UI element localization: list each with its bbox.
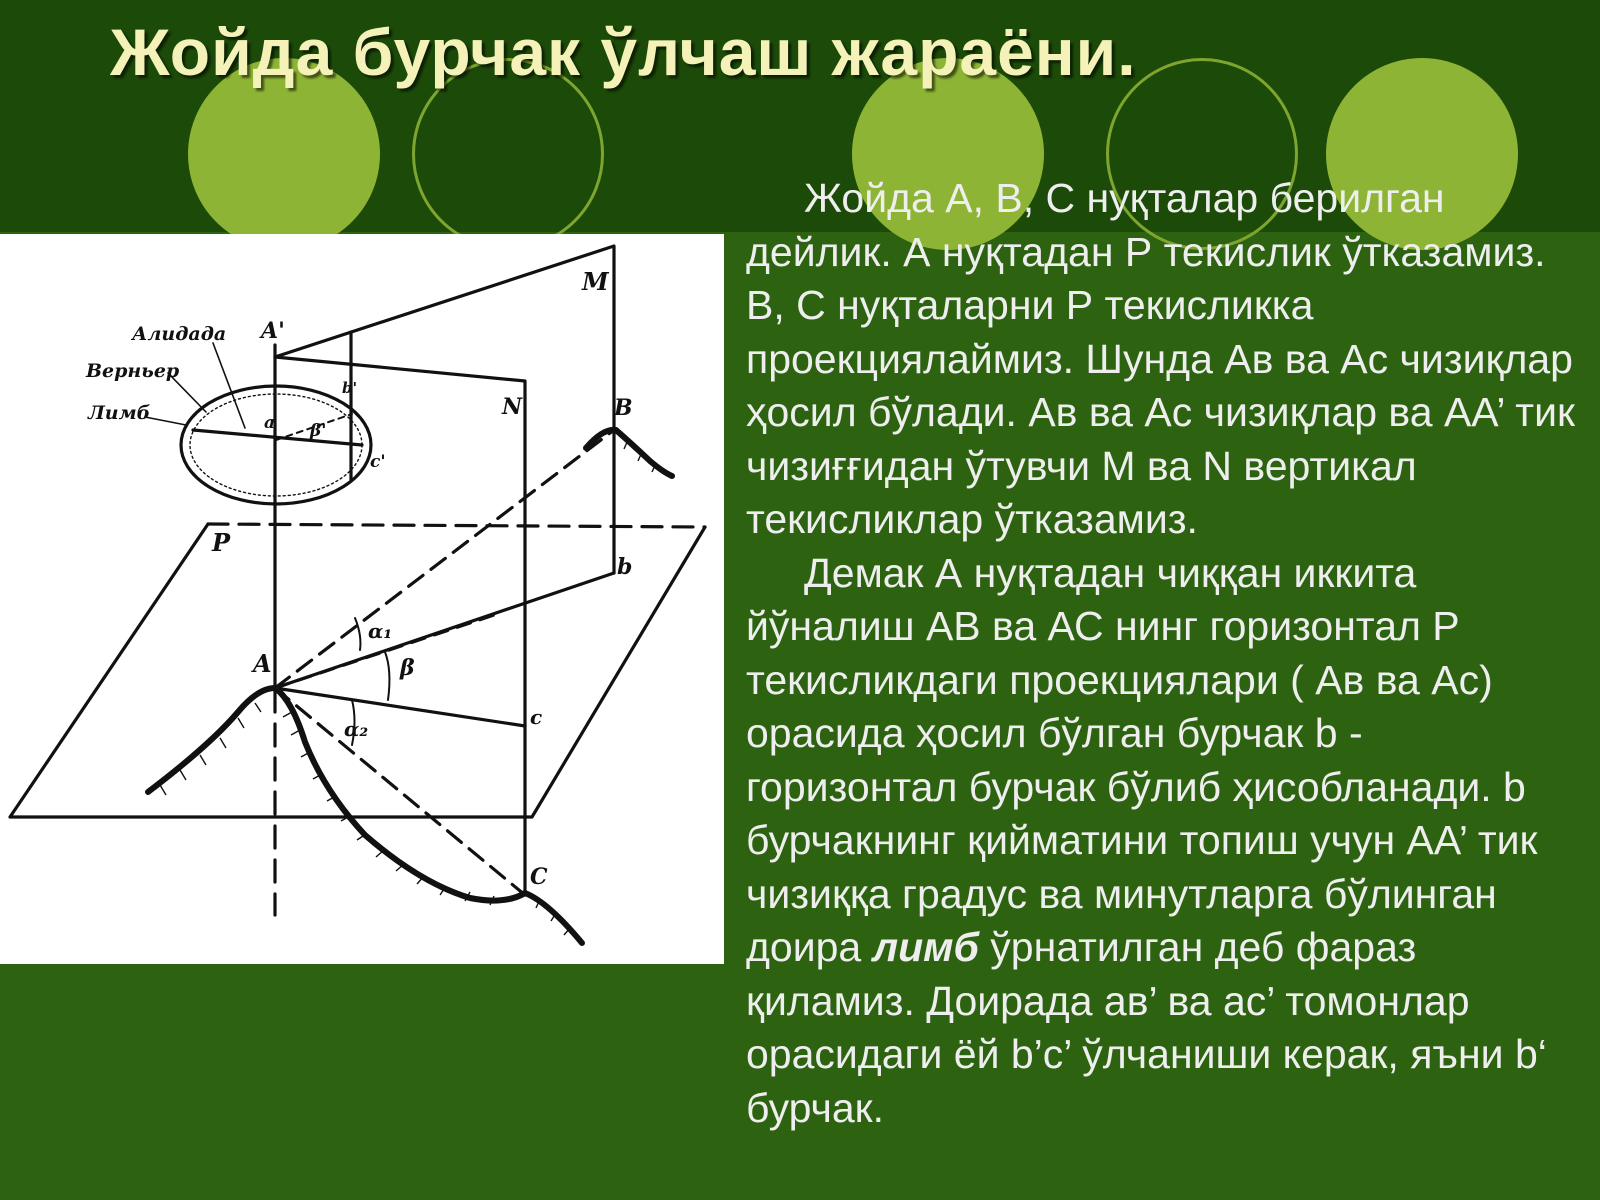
label-alidade: Алидада <box>132 323 227 345</box>
paragraph-2 <box>746 547 1576 1136</box>
terrain-ridge-left <box>148 688 525 901</box>
angle-arc-beta <box>385 652 389 700</box>
label-b-small: b <box>617 554 633 580</box>
label-p: P <box>212 528 231 557</box>
paragraph-1: Жойда А, В, С нуқталар берилган дейлик. А нуқтадан Р текислик ўтказамиз. В, С нуқталарни Р текисликка проекциялаймиз. Шунда Ав ва Ас чизиқлар ҳосил бўлади. Ав ва Ас чизиқлар ва АА’ тик чизиғғидан ўтувчи М ва N вертикал текисликлар ўтказамиз. <box>746 175 1575 542</box>
slide-title: Жойда бурчак ўлчаш жараёни. <box>110 15 1137 89</box>
label-m: M <box>582 267 609 296</box>
label-a: A <box>253 649 272 678</box>
alidade-line <box>193 430 362 445</box>
label-c-prime: c' <box>370 452 386 472</box>
plane-p-outline <box>10 524 705 817</box>
leader-alidade <box>213 343 245 428</box>
label-c-capital: C <box>530 864 548 890</box>
label-alpha1: α₁ <box>368 619 393 643</box>
label-a-center: a <box>264 413 276 433</box>
angle-arc-alpha1 <box>355 618 360 650</box>
label-beta-prime: β' <box>310 421 327 441</box>
plane-p-back-edge <box>208 524 705 527</box>
term-limb: лимб <box>872 924 979 970</box>
diagram-svg <box>0 234 724 964</box>
terrain-peak-b <box>586 430 672 476</box>
label-b-prime-top: b' <box>342 379 358 397</box>
sight-line-ab <box>275 430 614 688</box>
projection-ac <box>275 688 525 726</box>
label-vernier: Верньер <box>86 360 180 382</box>
paragraph-2-end: ўрнатилган деб фараз қиламиз. Доирада ав’ ва ас’ томонлар орасидаги ёй b’c’ ўлчаниши керак, яъни b‘ бурчак. <box>746 924 1547 1131</box>
paragraph-2-start: Демак А нуқтадан чиққан иккита йўналиш АВ ва АС нинг горизонтал Р текисликдаги проекциялари ( Ав ва Ас) орасида ҳосил бўлган бурчак b - горизонтал бурчак бўлиб ҳисобланади. b бурчакнинг қийматини топиш учун АА’ тик чизиққа градус ва минутларга бўлинган доира <box>746 549 1538 970</box>
label-limb: Лимб <box>88 402 151 424</box>
label-beta: β <box>400 655 415 681</box>
label-a-prime: A' <box>261 318 285 344</box>
label-b-capital: B <box>614 395 633 421</box>
label-alpha2: α₂ <box>344 717 369 741</box>
geodesy-diagram <box>0 234 724 964</box>
terrain-hatching <box>160 440 656 935</box>
label-n: N <box>502 394 523 420</box>
label-c-small: c <box>530 705 543 729</box>
leader-limb <box>145 417 186 425</box>
body-text <box>746 172 1576 1135</box>
